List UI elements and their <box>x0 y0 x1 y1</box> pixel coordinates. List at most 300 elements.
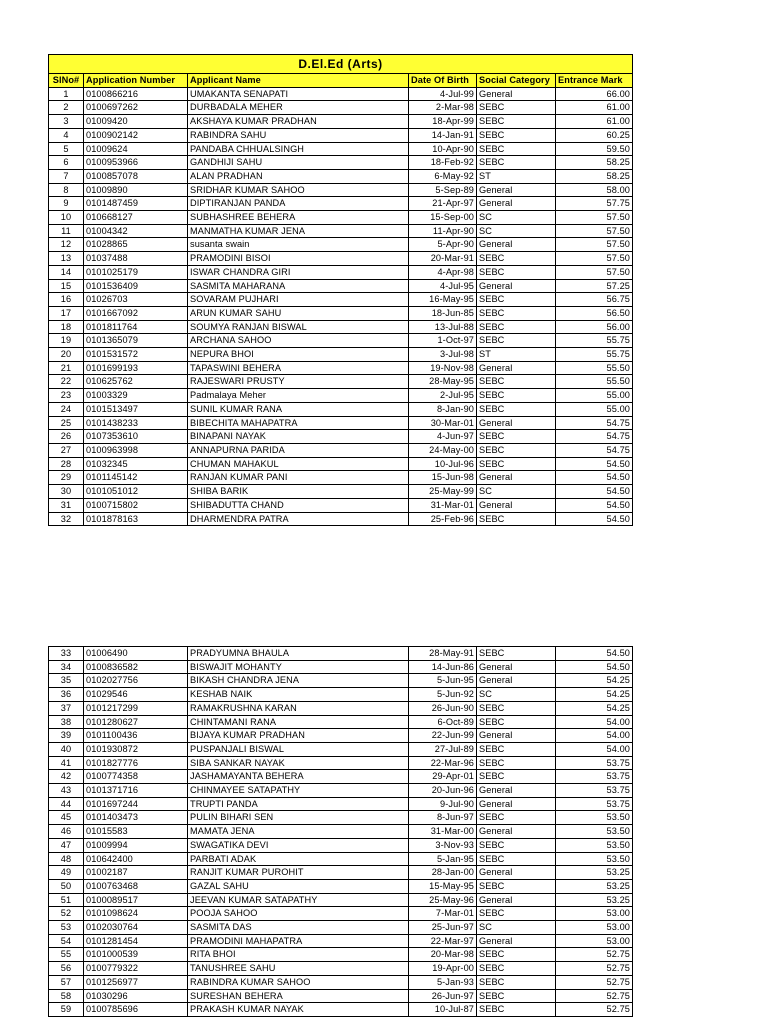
cell-entrance-mark: 57.50 <box>556 265 633 279</box>
cell-entrance-mark: 58.25 <box>556 169 633 183</box>
cell-date-of-birth: 2-Jul-95 <box>409 389 477 403</box>
table-row <box>49 921 633 935</box>
table-row <box>49 361 633 375</box>
header-social-category: Social Category <box>477 74 556 88</box>
table-row <box>49 1003 633 1017</box>
table-row <box>49 348 633 362</box>
cell-applicant-name: KESHAB NAIK <box>188 688 409 702</box>
cell-application-number: 0101025179 <box>84 265 188 279</box>
cell-date-of-birth: 4-Jul-95 <box>409 279 477 293</box>
table-row <box>49 770 633 784</box>
cell-date-of-birth: 25-Feb-96 <box>409 512 477 526</box>
cell-social-category: General <box>477 238 556 252</box>
cell-date-of-birth: 28-May-91 <box>409 647 477 661</box>
cell-application-number: 0100785696 <box>84 1003 188 1017</box>
table-row <box>49 320 633 334</box>
cell-entrance-mark: 58.25 <box>556 156 633 170</box>
cell-date-of-birth: 10-Jul-96 <box>409 457 477 471</box>
cell-applicant-name: DIPTIRANJAN PANDA <box>188 197 409 211</box>
table-row <box>49 498 633 512</box>
cell-application-number: 0101280627 <box>84 715 188 729</box>
table-row <box>49 183 633 197</box>
cell-slno: 2 <box>49 101 84 115</box>
cell-social-category: General <box>477 660 556 674</box>
cell-applicant-name: PARBATI ADAK <box>188 852 409 866</box>
cell-slno: 34 <box>49 660 84 674</box>
cell-applicant-name: POOJA SAHOO <box>188 907 409 921</box>
cell-social-category: SC <box>477 211 556 225</box>
cell-slno: 6 <box>49 156 84 170</box>
cell-application-number: 0101699193 <box>84 361 188 375</box>
cell-application-number: 0100779322 <box>84 962 188 976</box>
cell-date-of-birth: 26-Jun-90 <box>409 701 477 715</box>
cell-application-number: 0100763468 <box>84 879 188 893</box>
cell-slno: 37 <box>49 701 84 715</box>
cell-date-of-birth: 19-Apr-00 <box>409 962 477 976</box>
table-row <box>49 211 633 225</box>
cell-date-of-birth: 18-Apr-99 <box>409 115 477 129</box>
cell-applicant-name: DHARMENDRA PATRA <box>188 512 409 526</box>
header-row <box>49 74 633 88</box>
cell-social-category: General <box>477 183 556 197</box>
cell-entrance-mark: 53.50 <box>556 811 633 825</box>
cell-entrance-mark: 53.50 <box>556 852 633 866</box>
cell-application-number: 0100836582 <box>84 660 188 674</box>
cell-entrance-mark: 53.75 <box>556 770 633 784</box>
table-row <box>49 87 633 101</box>
cell-applicant-name: SASMITA DAS <box>188 921 409 935</box>
cell-entrance-mark: 55.50 <box>556 361 633 375</box>
table-row <box>49 866 633 880</box>
cell-social-category: General <box>477 674 556 688</box>
cell-entrance-mark: 61.00 <box>556 115 633 129</box>
cell-date-of-birth: 8-Jan-90 <box>409 402 477 416</box>
cell-date-of-birth: 21-Apr-97 <box>409 197 477 211</box>
cell-slno: 59 <box>49 1003 84 1017</box>
cell-applicant-name: ALAN PRADHAN <box>188 169 409 183</box>
cell-slno: 47 <box>49 838 84 852</box>
cell-entrance-mark: 54.50 <box>556 512 633 526</box>
header-date-of-birth: Date Of Birth <box>409 74 477 88</box>
cell-entrance-mark: 53.25 <box>556 893 633 907</box>
table-row <box>49 688 633 702</box>
cell-application-number: 01009890 <box>84 183 188 197</box>
cell-social-category: General <box>477 416 556 430</box>
table-row <box>49 128 633 142</box>
title-row <box>49 55 633 74</box>
cell-date-of-birth: 25-Jun-97 <box>409 921 477 935</box>
cell-entrance-mark: 54.50 <box>556 485 633 499</box>
table-row <box>49 948 633 962</box>
cell-slno: 17 <box>49 306 84 320</box>
cell-entrance-mark: 53.00 <box>556 934 633 948</box>
cell-application-number: 01037488 <box>84 252 188 266</box>
table-row <box>49 674 633 688</box>
cell-application-number: 0101878163 <box>84 512 188 526</box>
cell-social-category: SEBC <box>477 715 556 729</box>
cell-entrance-mark: 54.00 <box>556 715 633 729</box>
cell-application-number: 0100774358 <box>84 770 188 784</box>
cell-applicant-name: RANJIT KUMAR PUROHIT <box>188 866 409 880</box>
cell-social-category: SEBC <box>477 389 556 403</box>
cell-applicant-name: SOVARAM PUJHARI <box>188 293 409 307</box>
cell-slno: 4 <box>49 128 84 142</box>
table-row <box>49 334 633 348</box>
cell-entrance-mark: 55.00 <box>556 389 633 403</box>
cell-entrance-mark: 57.50 <box>556 211 633 225</box>
cell-applicant-name: RABINDRA SAHU <box>188 128 409 142</box>
cell-application-number: 01029546 <box>84 688 188 702</box>
cell-applicant-name: SHIBADUTTA CHAND <box>188 498 409 512</box>
cell-application-number: 01004342 <box>84 224 188 238</box>
cell-social-category: General <box>477 197 556 211</box>
cell-application-number: 0100857078 <box>84 169 188 183</box>
cell-entrance-mark: 57.50 <box>556 252 633 266</box>
cell-applicant-name: SOUMYA RANJAN BISWAL <box>188 320 409 334</box>
cell-entrance-mark: 56.50 <box>556 306 633 320</box>
cell-slno: 8 <box>49 183 84 197</box>
cell-entrance-mark: 53.75 <box>556 797 633 811</box>
cell-entrance-mark: 54.25 <box>556 701 633 715</box>
cell-entrance-mark: 53.75 <box>556 784 633 798</box>
cell-application-number: 0101371716 <box>84 784 188 798</box>
table-row <box>49 115 633 129</box>
cell-social-category: SEBC <box>477 115 556 129</box>
cell-slno: 31 <box>49 498 84 512</box>
table-row <box>49 197 633 211</box>
cell-applicant-name: UMAKANTA SENAPATI <box>188 87 409 101</box>
cell-entrance-mark: 56.00 <box>556 320 633 334</box>
cell-slno: 39 <box>49 729 84 743</box>
cell-entrance-mark: 54.75 <box>556 443 633 457</box>
cell-date-of-birth: 10-Apr-90 <box>409 142 477 156</box>
cell-entrance-mark: 52.75 <box>556 1003 633 1017</box>
cell-applicant-name: GANDHIJI SAHU <box>188 156 409 170</box>
cell-application-number: 0101100436 <box>84 729 188 743</box>
cell-date-of-birth: 4-Jul-99 <box>409 87 477 101</box>
cell-entrance-mark: 54.00 <box>556 742 633 756</box>
cell-applicant-name: ISWAR CHANDRA GIRI <box>188 265 409 279</box>
cell-entrance-mark: 52.75 <box>556 989 633 1003</box>
cell-slno: 24 <box>49 402 84 416</box>
cell-social-category: SEBC <box>477 701 556 715</box>
table-row <box>49 647 633 661</box>
cell-applicant-name: NEPURA BHOI <box>188 348 409 362</box>
cell-application-number: 0101145142 <box>84 471 188 485</box>
cell-applicant-name: CHINTAMANI RANA <box>188 715 409 729</box>
cell-social-category: SEBC <box>477 128 556 142</box>
cell-slno: 20 <box>49 348 84 362</box>
table-row <box>49 879 633 893</box>
cell-entrance-mark: 53.00 <box>556 921 633 935</box>
cell-application-number: 0101667092 <box>84 306 188 320</box>
cell-entrance-mark: 54.25 <box>556 688 633 702</box>
cell-date-of-birth: 28-Jan-00 <box>409 866 477 880</box>
cell-slno: 43 <box>49 784 84 798</box>
cell-entrance-mark: 54.50 <box>556 660 633 674</box>
table-row <box>49 252 633 266</box>
cell-date-of-birth: 18-Jun-85 <box>409 306 477 320</box>
cell-slno: 48 <box>49 852 84 866</box>
cell-social-category: SEBC <box>477 756 556 770</box>
cell-social-category: SEBC <box>477 156 556 170</box>
cell-slno: 26 <box>49 430 84 444</box>
cell-application-number: 0100953966 <box>84 156 188 170</box>
cell-applicant-name: PUSPANJALI BISWAL <box>188 742 409 756</box>
cell-slno: 53 <box>49 921 84 935</box>
cell-date-of-birth: 7-Mar-01 <box>409 907 477 921</box>
cell-social-category: General <box>477 866 556 880</box>
cell-slno: 52 <box>49 907 84 921</box>
cell-entrance-mark: 55.00 <box>556 402 633 416</box>
cell-application-number: 01009624 <box>84 142 188 156</box>
cell-entrance-mark: 53.50 <box>556 838 633 852</box>
cell-slno: 14 <box>49 265 84 279</box>
cell-applicant-name: TAPASWINI BEHERA <box>188 361 409 375</box>
table-row <box>49 443 633 457</box>
cell-applicant-name: JASHAMAYANTA BEHERA <box>188 770 409 784</box>
cell-date-of-birth: 13-Jul-88 <box>409 320 477 334</box>
cell-entrance-mark: 54.50 <box>556 498 633 512</box>
cell-social-category: SEBC <box>477 948 556 962</box>
cell-application-number: 0101403473 <box>84 811 188 825</box>
table-row <box>49 485 633 499</box>
cell-social-category: SEBC <box>477 962 556 976</box>
cell-entrance-mark: 55.50 <box>556 375 633 389</box>
header-entrance-mark: Entrance Mark <box>556 74 633 88</box>
cell-application-number: 0101513497 <box>84 402 188 416</box>
cell-applicant-name: JEEVAN KUMAR SATAPATHY <box>188 893 409 907</box>
cell-application-number: 0107353610 <box>84 430 188 444</box>
cell-applicant-name: MAMATA JENA <box>188 825 409 839</box>
cell-date-of-birth: 29-Apr-01 <box>409 770 477 784</box>
cell-social-category: SEBC <box>477 265 556 279</box>
cell-social-category: General <box>477 784 556 798</box>
cell-date-of-birth: 26-Jun-97 <box>409 989 477 1003</box>
cell-applicant-name: BISWAJIT MOHANTY <box>188 660 409 674</box>
cell-entrance-mark: 54.50 <box>556 471 633 485</box>
cell-social-category: General <box>477 498 556 512</box>
cell-application-number: 0101536409 <box>84 279 188 293</box>
cell-applicant-name: PULIN BIHARI SEN <box>188 811 409 825</box>
cell-slno: 57 <box>49 975 84 989</box>
cell-social-category: SEBC <box>477 457 556 471</box>
cell-social-category: SEBC <box>477 306 556 320</box>
cell-application-number: 0100866216 <box>84 87 188 101</box>
cell-application-number: 010668127 <box>84 211 188 225</box>
cell-application-number: 0102030764 <box>84 921 188 935</box>
cell-application-number: 0101365079 <box>84 334 188 348</box>
cell-applicant-name: BIBECHITA MAHAPATRA <box>188 416 409 430</box>
cell-applicant-name: AKSHAYA KUMAR PRADHAN <box>188 115 409 129</box>
cell-applicant-name: RAMAKRUSHNA KARAN <box>188 701 409 715</box>
cell-applicant-name: BINAPANI NAYAK <box>188 430 409 444</box>
cell-date-of-birth: 25-May-96 <box>409 893 477 907</box>
cell-slno: 36 <box>49 688 84 702</box>
cell-social-category: General <box>477 729 556 743</box>
cell-entrance-mark: 57.50 <box>556 224 633 238</box>
cell-slno: 10 <box>49 211 84 225</box>
table-row <box>49 156 633 170</box>
cell-entrance-mark: 66.00 <box>556 87 633 101</box>
cell-date-of-birth: 3-Jul-98 <box>409 348 477 362</box>
cell-application-number: 0101827776 <box>84 756 188 770</box>
cell-applicant-name: SUBHASHREE BEHERA <box>188 211 409 225</box>
cell-social-category: SEBC <box>477 293 556 307</box>
cell-entrance-mark: 52.75 <box>556 948 633 962</box>
cell-applicant-name: ARCHANA SAHOO <box>188 334 409 348</box>
cell-applicant-name: RANJAN KUMAR PANI <box>188 471 409 485</box>
cell-slno: 13 <box>49 252 84 266</box>
cell-applicant-name: PRAMODINI BISOI <box>188 252 409 266</box>
cell-application-number: 01032345 <box>84 457 188 471</box>
cell-application-number: 0100963998 <box>84 443 188 457</box>
cell-slno: 35 <box>49 674 84 688</box>
cell-applicant-name: BIKASH CHANDRA JENA <box>188 674 409 688</box>
table-row <box>49 934 633 948</box>
cell-application-number: 0101438233 <box>84 416 188 430</box>
cell-application-number: 01003329 <box>84 389 188 403</box>
cell-date-of-birth: 22-Mar-96 <box>409 756 477 770</box>
cell-slno: 27 <box>49 443 84 457</box>
cell-applicant-name: SUNIL KUMAR RANA <box>188 402 409 416</box>
cell-application-number: 0100697262 <box>84 101 188 115</box>
cell-slno: 19 <box>49 334 84 348</box>
cell-applicant-name: RAJESWARI PRUSTY <box>188 375 409 389</box>
cell-application-number: 01009994 <box>84 838 188 852</box>
cell-application-number: 010642400 <box>84 852 188 866</box>
cell-application-number: 0100902142 <box>84 128 188 142</box>
cell-applicant-name: ANNAPURNA PARIDA <box>188 443 409 457</box>
table-row <box>49 402 633 416</box>
cell-date-of-birth: 15-Jun-98 <box>409 471 477 485</box>
table-row <box>49 279 633 293</box>
cell-applicant-name: MANMATHA KUMAR JENA <box>188 224 409 238</box>
table-row <box>49 825 633 839</box>
cell-applicant-name: susanta swain <box>188 238 409 252</box>
table-row <box>49 975 633 989</box>
cell-entrance-mark: 53.00 <box>556 907 633 921</box>
cell-social-category: SEBC <box>477 838 556 852</box>
cell-applicant-name: CHUMAN MAHAKUL <box>188 457 409 471</box>
cell-application-number: 0101000539 <box>84 948 188 962</box>
cell-slno: 5 <box>49 142 84 156</box>
table-row <box>49 306 633 320</box>
cell-slno: 44 <box>49 797 84 811</box>
cell-date-of-birth: 11-Apr-90 <box>409 224 477 238</box>
cell-date-of-birth: 3-Nov-93 <box>409 838 477 852</box>
cell-social-category: General <box>477 361 556 375</box>
cell-date-of-birth: 22-Jun-99 <box>409 729 477 743</box>
cell-slno: 18 <box>49 320 84 334</box>
cell-social-category: SC <box>477 485 556 499</box>
cell-slno: 30 <box>49 485 84 499</box>
cell-social-category: General <box>477 893 556 907</box>
cell-slno: 45 <box>49 811 84 825</box>
cell-slno: 29 <box>49 471 84 485</box>
cell-social-category: SEBC <box>477 742 556 756</box>
cell-slno: 33 <box>49 647 84 661</box>
cell-slno: 32 <box>49 512 84 526</box>
cell-social-category: General <box>477 279 556 293</box>
cell-entrance-mark: 53.25 <box>556 866 633 880</box>
table-row <box>49 238 633 252</box>
cell-application-number: 01030296 <box>84 989 188 1003</box>
cell-application-number: 01028865 <box>84 238 188 252</box>
cell-entrance-mark: 52.75 <box>556 962 633 976</box>
cell-applicant-name: SURESHAN BEHERA <box>188 989 409 1003</box>
table-row <box>49 101 633 115</box>
cell-slno: 15 <box>49 279 84 293</box>
cell-application-number: 0101697244 <box>84 797 188 811</box>
cell-entrance-mark: 55.75 <box>556 348 633 362</box>
cell-slno: 46 <box>49 825 84 839</box>
cell-entrance-mark: 53.25 <box>556 879 633 893</box>
cell-slno: 50 <box>49 879 84 893</box>
cell-social-category: SEBC <box>477 852 556 866</box>
cell-application-number: 0101531572 <box>84 348 188 362</box>
table-row <box>49 893 633 907</box>
cell-social-category: SEBC <box>477 647 556 661</box>
cell-date-of-birth: 4-Apr-98 <box>409 265 477 279</box>
cell-social-category: SEBC <box>477 989 556 1003</box>
cell-social-category: SC <box>477 921 556 935</box>
cell-slno: 56 <box>49 962 84 976</box>
table-row <box>49 756 633 770</box>
cell-social-category: ST <box>477 169 556 183</box>
cell-slno: 51 <box>49 893 84 907</box>
cell-social-category: SEBC <box>477 402 556 416</box>
cell-social-category: SC <box>477 688 556 702</box>
cell-date-of-birth: 5-Jun-92 <box>409 688 477 702</box>
cell-date-of-birth: 30-Mar-01 <box>409 416 477 430</box>
table-title: D.El.Ed (Arts) <box>49 55 633 74</box>
cell-date-of-birth: 14-Jan-91 <box>409 128 477 142</box>
cell-date-of-birth: 15-May-95 <box>409 879 477 893</box>
cell-slno: 3 <box>49 115 84 129</box>
cell-slno: 7 <box>49 169 84 183</box>
cell-date-of-birth: 2-Mar-98 <box>409 101 477 115</box>
cell-date-of-birth: 18-Feb-92 <box>409 156 477 170</box>
cell-application-number: 01006490 <box>84 647 188 661</box>
cell-social-category: SEBC <box>477 375 556 389</box>
cell-applicant-name: TRUPTI PANDA <box>188 797 409 811</box>
cell-slno: 21 <box>49 361 84 375</box>
cell-applicant-name: BIJAYA KUMAR PRADHAN <box>188 729 409 743</box>
cell-social-category: SEBC <box>477 512 556 526</box>
table-row <box>49 852 633 866</box>
cell-slno: 28 <box>49 457 84 471</box>
cell-date-of-birth: 27-Jul-89 <box>409 742 477 756</box>
cell-applicant-name: Padmalaya Meher <box>188 389 409 403</box>
header-application-number: Application Number <box>84 74 188 88</box>
cell-date-of-birth: 25-May-99 <box>409 485 477 499</box>
cell-date-of-birth: 22-Mar-97 <box>409 934 477 948</box>
table-row <box>49 169 633 183</box>
cell-slno: 9 <box>49 197 84 211</box>
cell-social-category: SEBC <box>477 252 556 266</box>
cell-social-category: SEBC <box>477 907 556 921</box>
cell-social-category: General <box>477 87 556 101</box>
cell-slno: 1 <box>49 87 84 101</box>
cell-application-number: 0101217299 <box>84 701 188 715</box>
cell-entrance-mark: 54.75 <box>556 430 633 444</box>
cell-date-of-birth: 5-Jun-95 <box>409 674 477 688</box>
cell-entrance-mark: 56.75 <box>556 293 633 307</box>
cell-date-of-birth: 5-Jan-95 <box>409 852 477 866</box>
cell-slno: 16 <box>49 293 84 307</box>
cell-date-of-birth: 20-Mar-98 <box>409 948 477 962</box>
